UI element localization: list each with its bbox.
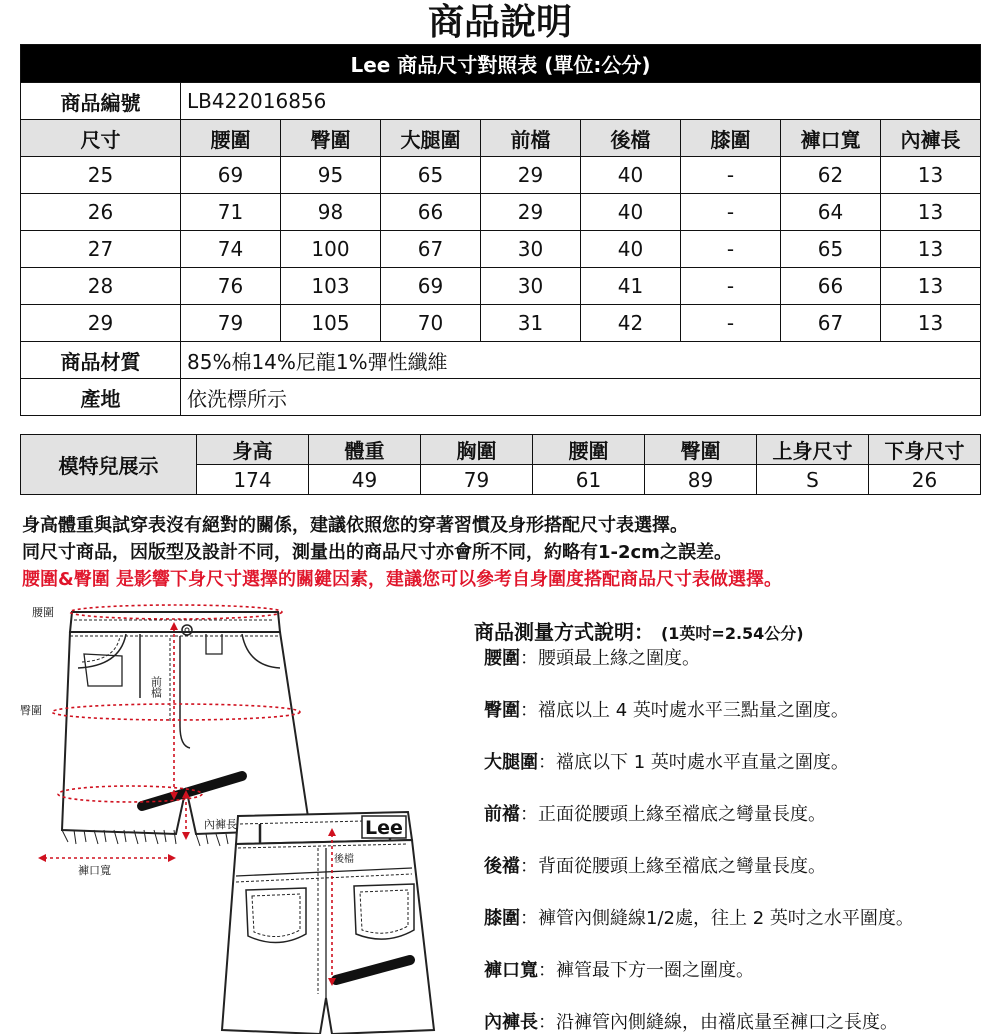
origin-label: 產地 [21,379,181,416]
measure-term: 大腿圍 [484,752,538,773]
model-header-cell: 體重 [309,435,421,465]
product-code-label: 商品編號 [21,83,181,120]
header-cell: 前檔 [481,120,581,157]
measure-term: 前襠 [484,804,520,825]
value-cell: - [681,194,781,231]
measurement-unit: (1英吋=2.54公分) [660,624,804,643]
measure-desc: ：褲管最下方一圈之圍度。 [538,960,754,981]
value-cell: - [681,157,781,194]
model-value-cell: 49 [309,465,421,495]
value-cell: 40 [581,194,681,231]
measure-term: 臀圍 [484,700,520,721]
header-cell: 膝圍 [681,120,781,157]
measure-term: 膝圍 [484,908,520,929]
note-line: 同尺寸商品，因版型及設計不同，測量出的商品尺寸亦會所不同，約略有1-2cm之誤差。 [22,542,732,563]
measure-term: 褲口寬 [484,960,538,981]
list-item [484,956,754,982]
value-cell: 98 [281,194,381,231]
model-header-cell: 腰圍 [533,435,645,465]
model-header-cell: 下身尺寸 [869,435,981,465]
list-item [484,748,849,774]
diagram-label-hip: 臀圍 [20,704,42,717]
size-header-row [21,120,981,157]
value-cell: 40 [581,157,681,194]
list-item [484,696,849,722]
diagram-label-waist: 腰圍 [32,606,54,619]
measure-term: 後襠 [484,856,520,877]
size-cell: 25 [21,157,181,194]
measurement-title [474,616,994,645]
measure-desc: ：沿褲管內側縫線，由襠底量至褲口之長度。 [538,1012,898,1033]
model-header-cell: 身高 [197,435,309,465]
value-cell: 105 [281,305,381,342]
value-cell: 69 [181,157,281,194]
measure-desc: ：正面從腰頭上緣至襠底之彎量長度。 [520,804,826,825]
size-cell: 27 [21,231,181,268]
note-line-red: 腰圍&臀圍 是影響下身尺寸選擇的關鍵因素，建議您可以參考自身圍度搭配商品尺寸表做選擇。 [22,569,782,590]
table-row [21,157,981,194]
value-cell: 65 [781,231,881,268]
header-cell: 腰圍 [181,120,281,157]
measure-desc: ：襠底以上 4 英吋處水平三點量之圍度。 [520,700,849,721]
measure-desc: ：腰頭最上緣之圍度。 [520,648,700,669]
model-value-cell: 89 [645,465,757,495]
header-cell: 內褲長 [881,120,981,157]
model-value-cell: 61 [533,465,645,495]
size-cell: 26 [21,194,181,231]
value-cell: 66 [781,268,881,305]
diagram-label-inseam: 內褲長 [204,818,237,831]
list-item [484,852,826,878]
value-cell: 30 [481,231,581,268]
value-cell: - [681,305,781,342]
size-table-title: Lee 商品尺寸對照表 (單位:公分) [21,45,981,83]
value-cell: 66 [381,194,481,231]
header-cell: 尺寸 [21,120,181,157]
diagram-label-front-rise: 前檔 [149,676,163,698]
value-cell: 70 [381,305,481,342]
value-cell: 64 [781,194,881,231]
value-cell: 13 [881,231,981,268]
size-cell: 28 [21,268,181,305]
lee-logo-patch [362,816,406,839]
value-cell: 76 [181,268,281,305]
back-shorts-drawing [222,812,434,1034]
table-row [21,231,981,268]
measure-desc: ：背面從腰頭上緣至襠底之彎量長度。 [520,856,826,877]
value-cell: - [681,231,781,268]
model-value-cell: S [757,465,869,495]
value-cell: 65 [381,157,481,194]
list-item [484,904,914,930]
model-header-cell: 臀圍 [645,435,757,465]
list-item [484,1008,898,1034]
list-item [484,800,826,826]
model-header-cell: 胸圍 [421,435,533,465]
header-cell: 後檔 [581,120,681,157]
value-cell: 67 [381,231,481,268]
value-cell: 74 [181,231,281,268]
value-cell: 100 [281,231,381,268]
table-row [21,194,981,231]
product-code: LB422016856 [181,83,981,120]
value-cell: 79 [181,305,281,342]
measurement-guide [474,616,994,1033]
size-chart-table [20,44,981,416]
page-title: 商品說明 [427,2,572,43]
model-value-cell: 79 [421,465,533,495]
value-cell: 13 [881,268,981,305]
model-info-table [20,434,981,495]
diagram-label-back-rise: 後檔 [334,854,354,865]
header-cell: 大腿圍 [381,120,481,157]
value-cell: - [681,268,781,305]
model-value-cell: 174 [197,465,309,495]
size-cell: 29 [21,305,181,342]
value-cell: 62 [781,157,881,194]
value-cell: 13 [881,305,981,342]
value-cell: 13 [881,157,981,194]
value-cell: 41 [581,268,681,305]
value-cell: 30 [481,268,581,305]
lee-logo-text: Lee [365,817,403,839]
list-item [484,644,700,670]
value-cell: 67 [781,305,881,342]
measure-desc: ：襠底以下 1 英吋處水平直量之圍度。 [538,752,849,773]
value-cell: 42 [581,305,681,342]
material-label: 商品材質 [21,342,181,379]
model-value-cell: 26 [869,465,981,495]
value-cell: 103 [281,268,381,305]
measurement-title-text: 商品測量方式說明： [474,620,654,644]
diagram-label-leg-opening: 褲口寬 [78,864,111,877]
measure-term: 內褲長 [484,1012,538,1033]
header-cell: 褲口寬 [781,120,881,157]
value-cell: 95 [281,157,381,194]
value-cell: 29 [481,157,581,194]
measure-desc: ：褲管內側縫線1/2處，往上 2 英吋之水平圍度。 [520,908,914,929]
model-header-cell: 上身尺寸 [757,435,869,465]
table-row [21,268,981,305]
value-cell: 71 [181,194,281,231]
value-cell: 69 [381,268,481,305]
value-cell: 31 [481,305,581,342]
material-value: 85%棉14%尼龍1%彈性纖維 [181,342,981,379]
measure-term: 腰圍 [484,648,520,669]
header-cell: 臀圍 [281,120,381,157]
note-line: 身高體重與試穿表沒有絕對的關係，建議依照您的穿著習慣及身形搭配尺寸表選擇。 [22,515,688,536]
value-cell: 13 [881,194,981,231]
shorts-diagram [10,598,460,1034]
size-notes [22,512,992,593]
value-cell: 40 [581,231,681,268]
value-cell: 29 [481,194,581,231]
table-row [21,305,981,342]
model-label: 模特兒展示 [21,435,197,495]
origin-value: 依洗標所示 [181,379,981,416]
